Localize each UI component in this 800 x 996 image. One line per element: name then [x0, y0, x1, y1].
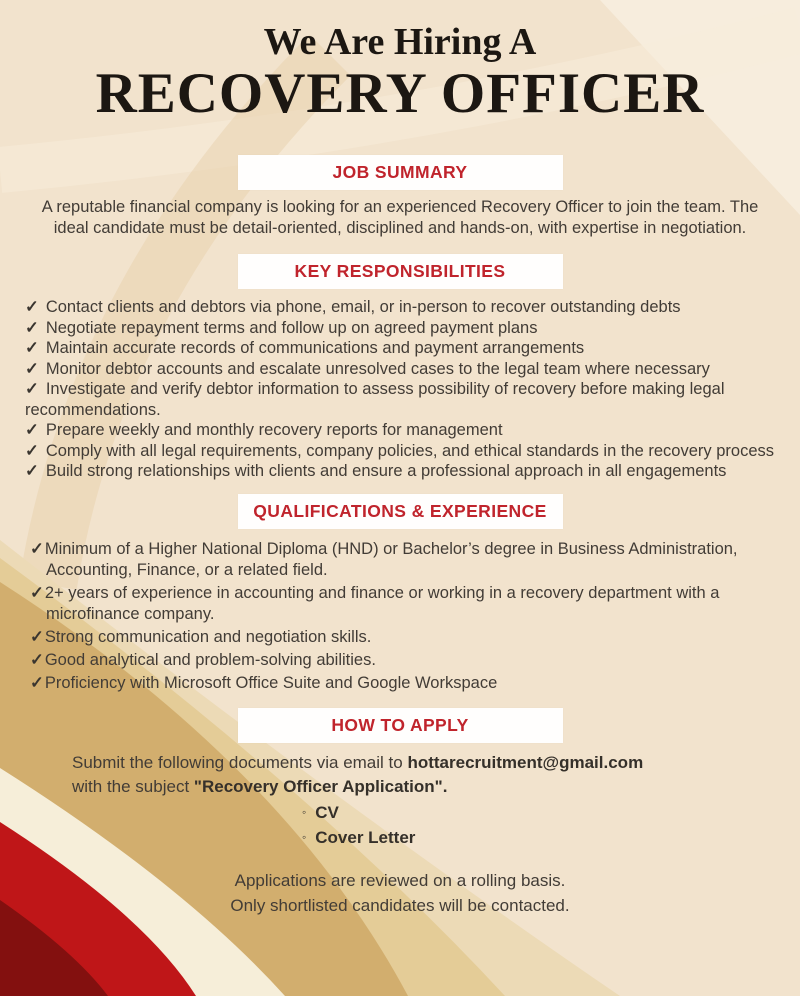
qualification-text: 2+ years of experience in accounting and finance or working in a recovery department with a microfinance company.	[44, 583, 720, 623]
footer-line-2: Only shortlisted candidates will be contacted.	[230, 895, 570, 915]
qualifications-heading: QUALIFICATIONS & EXPERIENCE	[253, 500, 547, 521]
qualification-text: Proficiency with Microsoft Office Suite and Google Workspace	[44, 673, 498, 692]
qualification-item	[30, 583, 780, 625]
responsibility-item	[25, 338, 780, 359]
responsibility-text: Monitor debtor accounts and escalate unresolved cases to the legal team where necessary	[45, 359, 710, 378]
responsibility-item	[25, 359, 780, 380]
document-name: Cover Letter	[315, 827, 416, 847]
responsibility-text: Build strong relationships with clients and ensure a professional approach in all engagements	[45, 462, 727, 480]
title-line-1: We Are Hiring A	[263, 21, 537, 63]
key-responsibilities-heading: KEY RESPONSIBILITIES	[294, 261, 506, 281]
responsibilities-list	[25, 297, 780, 482]
key-responsibilities-heading-box	[238, 254, 563, 289]
job-summary-heading-box	[238, 155, 563, 190]
check-icon: ✓	[30, 673, 44, 692]
qualification-item	[30, 539, 780, 581]
responsibility-text: Maintain accurate records of communications and payment arrangements	[45, 339, 585, 357]
apply-instructions	[72, 751, 800, 799]
footer-line-1: Applications are reviewed on a rolling basis.	[234, 870, 566, 890]
responsibility-text: Negotiate repayment terms and follow up on agreed payment plans	[45, 318, 538, 337]
qualifications-heading-box	[238, 494, 563, 529]
responsibility-text: Comply with all legal requirements, company policies, and ethical standards in the recovery process	[45, 441, 775, 460]
qualification-text: Minimum of a Higher National Diploma (HND) or Bachelor’s degree in Business Administration, Accounting, Finance, or a related field.	[44, 539, 738, 579]
check-icon: ✓	[25, 421, 39, 439]
responsibility-text: Contact clients and debtors via phone, email, or in-person to recover outstanding debts	[45, 298, 681, 316]
check-icon: ✓	[25, 318, 39, 337]
qualification-item	[30, 627, 780, 648]
apply-line-1-text: Submit the following documents via email to	[72, 752, 408, 772]
apply-line-2	[72, 775, 800, 799]
check-icon: ✓	[30, 583, 44, 602]
check-icon: ✓	[30, 539, 44, 558]
responsibility-item	[25, 461, 780, 482]
qualification-item	[30, 673, 780, 694]
responsibility-item	[25, 379, 780, 420]
footer-notes	[0, 868, 800, 918]
qualification-text: Good analytical and problem-solving abilities.	[44, 650, 376, 669]
email-address: hottarecruitment@gmail.com	[407, 752, 644, 772]
application-subject: "Recovery Officer Application".	[193, 776, 448, 796]
apply-line-2-text: with the subject	[72, 776, 194, 796]
responsibility-item	[25, 441, 780, 462]
check-icon: ✓	[25, 298, 39, 316]
apply-line-1	[72, 751, 800, 775]
job-summary-text: A reputable financial company is looking for an experienced Recovery Officer to join the team. The ideal candidate must be detail-oriented, disciplined and hands-on, with expertise in negotiation.	[41, 198, 759, 237]
check-icon: ✓	[30, 650, 44, 669]
responsibility-item	[25, 318, 780, 339]
check-icon: ✓	[30, 627, 44, 646]
bullet-icon: ◦	[302, 829, 307, 844]
qualification-item	[30, 650, 780, 671]
qualifications-list	[30, 539, 780, 694]
bullet-icon: ◦	[302, 804, 307, 819]
responsibility-text: Prepare weekly and monthly recovery reports for management	[45, 421, 503, 439]
check-icon: ✓	[25, 339, 39, 357]
responsibility-item	[25, 297, 780, 318]
documents-list	[302, 800, 800, 850]
responsibility-text: Investigate and verify debtor information to assess possibility of recovery before making legal recommendations.	[25, 380, 725, 419]
title-line-2: RECOVERY OFFICER	[95, 62, 705, 125]
qualification-text: Strong communication and negotiation skills.	[44, 627, 372, 646]
document-item	[302, 825, 800, 850]
how-to-apply-heading-box	[238, 708, 563, 743]
check-icon: ✓	[25, 441, 39, 460]
check-icon: ✓	[25, 359, 39, 378]
check-icon: ✓	[25, 380, 39, 398]
job-summary-heading: JOB SUMMARY	[332, 162, 468, 182]
flyer-content	[0, 20, 800, 918]
document-name: CV	[315, 802, 339, 822]
document-item	[302, 800, 800, 825]
how-to-apply-heading: HOW TO APPLY	[331, 714, 469, 735]
check-icon: ✓	[25, 462, 39, 480]
responsibility-item	[25, 420, 780, 441]
